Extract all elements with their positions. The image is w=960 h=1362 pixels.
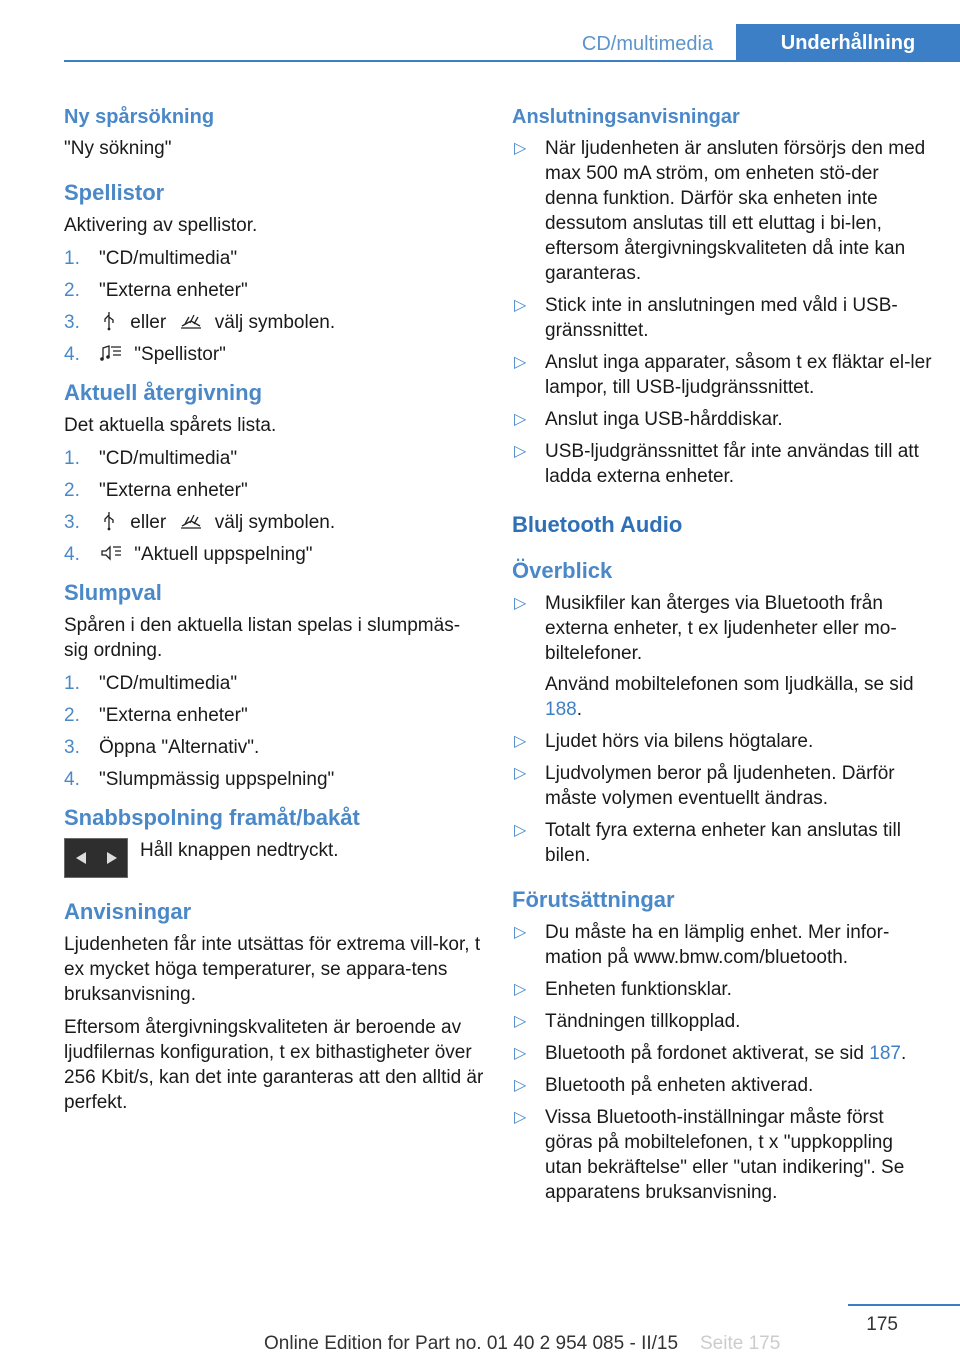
overview-sub-note: Använd mobiltelefonen som ljudkälla, se sid 188. — [545, 674, 914, 720]
bullet-icon: ▷ — [514, 924, 527, 941]
heading-current-playback: Aktuell återgivning — [64, 380, 263, 405]
heading-new-track-search: Ny spårsökning — [64, 106, 215, 128]
list-item: ▷ När ljudenheten är ansluten försörjs den med max 500 mA ström, om enheten stö-der denna funktion. Därför ska enheten inte dessutom anslutas till ett eluttag i bi-len, eftersom återgivningskvaliteten då inte kan garanteras. — [514, 138, 926, 284]
bluetooth-audio-icon — [179, 511, 203, 531]
list-item: 1. "CD/multimedia" — [64, 248, 238, 269]
list-item: 3. eller välj symbolen. — [64, 512, 336, 533]
bullet-icon: ▷ — [514, 595, 527, 612]
list-connection-notes — [512, 136, 932, 489]
text-playlists: Aktivering av spellistor. — [64, 215, 258, 236]
footer-rule — [848, 1304, 960, 1306]
list-item: ▷ Vissa Bluetooth-inställningar måste först göras på mobiltelefonen, t x "uppkoppling utan bekräftelse" eller "utan indikering". Se apparatens bruksanvisning. — [514, 1107, 905, 1203]
heading-notes: Anvisningar — [64, 899, 192, 924]
list-item: 2. "Externa enheter" — [64, 705, 248, 726]
list-item: ▷ Du måste ha en lämplig enhet. Mer infor-mation på www.bmw.com/bluetooth. — [514, 922, 890, 968]
list-item: ▷ Tändningen tillkopplad. — [514, 1011, 741, 1032]
skip-back-icon — [73, 850, 89, 866]
playlist-icon — [99, 343, 123, 363]
bullet-icon: ▷ — [514, 765, 527, 782]
header-tab-chapter[interactable]: Underhållning — [736, 24, 960, 62]
list-item: ▷ Bluetooth på enheten aktiverad. — [514, 1075, 814, 1096]
bullet-icon: ▷ — [514, 981, 527, 998]
list-requirements — [512, 920, 932, 1205]
heading-playlists: Spellistor — [64, 180, 165, 205]
edition-text: Online Edition for Part no. 01 40 2 954 085 - II/15 — [264, 1333, 679, 1354]
skip-buttons-icon — [64, 838, 128, 878]
list-item: ▷ Ljudvolymen beror på ljudenheten. Därför måste volymen eventuellt ändras. — [514, 763, 895, 809]
text-notes-1: Ljudenheten får inte utsättas för extrema vill-kor, t ex mycket höga temperaturer, se appara-tens bruksanvisning. — [64, 934, 481, 1005]
text-new-search: "Ny sökning" — [64, 138, 172, 159]
bullet-icon: ▷ — [514, 297, 527, 314]
list-item: ▷ USB-ljudgränssnittet får inte användas till att ladda externa enheter. — [514, 441, 919, 487]
text-hold-button: Håll knappen nedtryckt. — [140, 840, 339, 861]
text-notes-2: Eftersom återgivningskvaliteten är beroende av ljudfilernas konfiguration, t ex bithastigheter över 256 Kbit/s, kan det inte garanteras att den alltid är perfekt. — [64, 1017, 484, 1113]
now-playing-icon — [99, 543, 123, 563]
bullet-icon: ▷ — [514, 822, 527, 839]
list-item: 4. "Aktuell uppspelning" — [64, 544, 313, 565]
heading-connection-notes: Anslutningsanvisningar — [512, 106, 740, 128]
list-item: 2. "Externa enheter" — [64, 280, 248, 301]
bluetooth-audio-icon — [179, 311, 203, 331]
list-item: ▷ Musikfiler kan återges via Bluetooth från externa enheter, t ex ljudenheter eller mo-biltelefoner. Använd mobiltelefonen som ljudkälla, se sid 188. — [512, 591, 932, 722]
steps-playlists — [64, 246, 484, 367]
list-item: ▷ Ljudet hörs via bilens högtalare. — [514, 731, 814, 752]
bullet-icon: ▷ — [514, 1077, 527, 1094]
skip-row — [64, 838, 484, 878]
list-item: 1. "CD/multimedia" — [64, 448, 238, 469]
header-tab-section[interactable]: CD/multimedia — [581, 33, 714, 55]
list-item: 4. "Spellistor" — [64, 344, 226, 365]
heading-fast-forward-rewind: Snabbspolning framåt/bakåt — [64, 805, 360, 830]
left-column — [64, 104, 484, 1123]
list-item: ▷ Anslut inga USB-hårddiskar. — [514, 409, 783, 430]
list-item: 3. Öppna "Alternativ". — [64, 737, 260, 758]
text-current-playback: Det aktuella spårets lista. — [64, 415, 277, 436]
list-item: 4. "Slumpmässig uppspelning" — [64, 769, 335, 790]
list-overview — [512, 591, 932, 868]
page-link-188[interactable]: 188 — [545, 699, 577, 720]
bullet-icon: ▷ — [514, 1045, 527, 1062]
list-item: ▷ Totalt fyra externa enheter kan anslutas till bilen. — [514, 820, 901, 866]
bullet-icon: ▷ — [514, 140, 527, 157]
list-item: ▷ Anslut inga apparater, såsom t ex fläktar el-ler lampor, till USB-ljudgränssnittet. — [514, 352, 932, 398]
bullet-icon: ▷ — [514, 411, 527, 428]
list-item: 3. eller välj symbolen. — [64, 312, 336, 333]
steps-shuffle — [64, 671, 484, 792]
bullet-icon: ▷ — [514, 443, 527, 460]
right-column — [512, 104, 932, 1217]
heading-overview: Överblick — [512, 558, 613, 583]
usb-icon — [99, 311, 119, 331]
bullet-icon: ▷ — [514, 1109, 527, 1126]
text-shuffle: Spåren i den aktuella listan spelas i slumpmäs-sig ordning. — [64, 615, 461, 661]
page-number: 175 — [866, 1314, 898, 1335]
heading-bluetooth-audio: Bluetooth Audio — [512, 512, 683, 537]
list-item: ▷ Enheten funktionsklar. — [514, 979, 732, 1000]
steps-current-playback — [64, 446, 484, 567]
usb-icon — [99, 511, 119, 531]
list-item: ▷ Stick inte in anslutningen med våld i USB-gränssnittet. — [514, 295, 898, 341]
list-item: ▷ Bluetooth på fordonet aktiverat, se sid 187. — [514, 1043, 907, 1064]
bullet-icon: ▷ — [514, 1013, 527, 1030]
page-link-187[interactable]: 187 — [869, 1043, 901, 1064]
list-item: 1. "CD/multimedia" — [64, 673, 238, 694]
skip-forward-icon — [104, 850, 120, 866]
heading-shuffle: Slumpval — [64, 580, 162, 605]
list-item: 2. "Externa enheter" — [64, 480, 248, 501]
watermark-text: Seite 175 — [700, 1333, 781, 1354]
heading-requirements: Förutsättningar — [512, 887, 675, 912]
bullet-icon: ▷ — [514, 733, 527, 750]
bullet-icon: ▷ — [514, 354, 527, 371]
